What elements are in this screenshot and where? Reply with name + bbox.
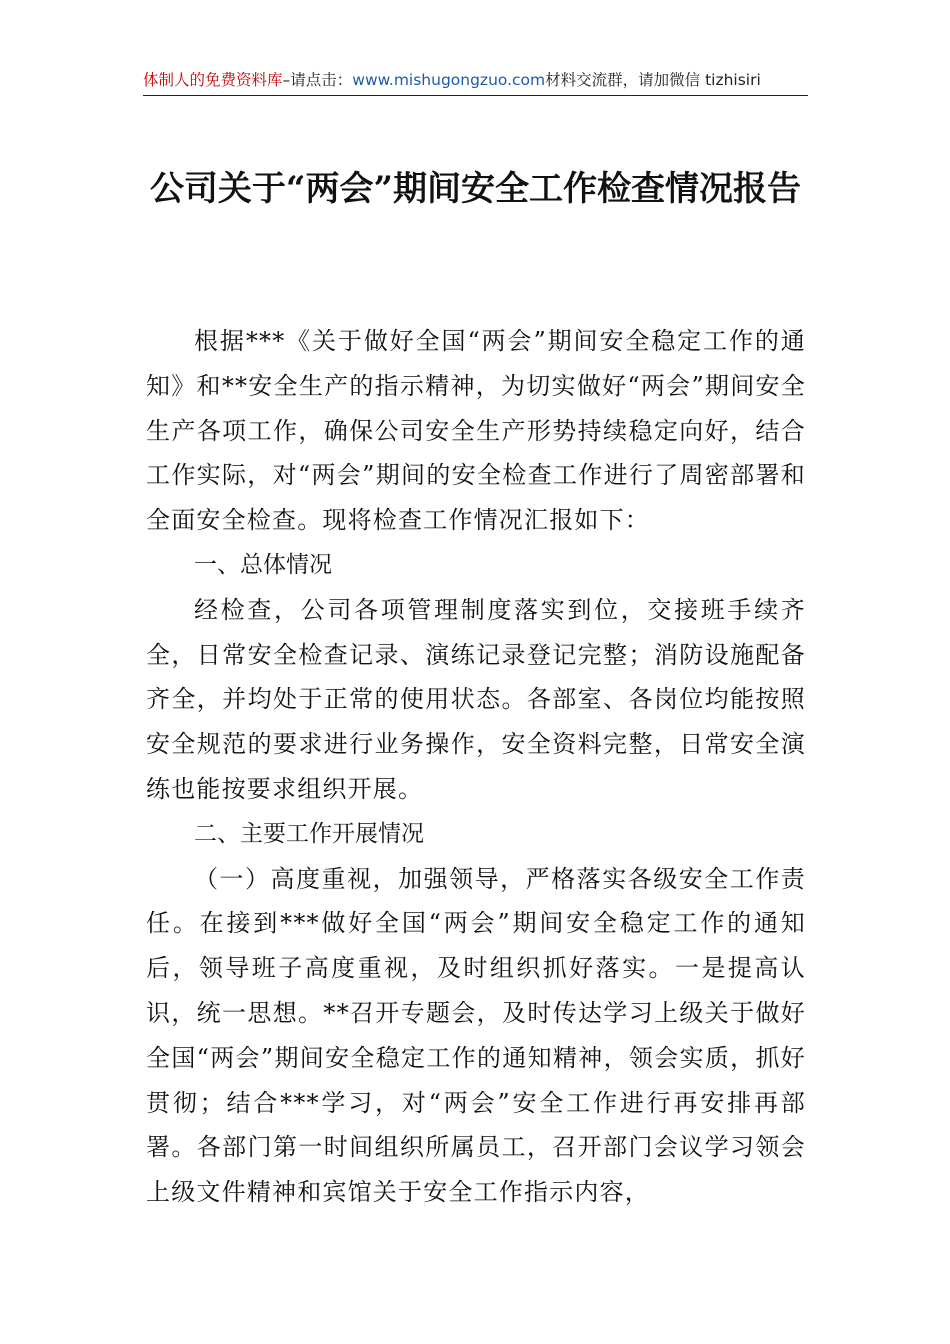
section-2-heading: 二、主要工作开展情况 [194, 820, 424, 847]
page-header [143, 66, 808, 94]
document-body [146, 319, 806, 1215]
header-divider [143, 95, 808, 96]
section-1-paragraph: 经检查，公司各项管理制度落实到位，交接班手续齐全，日常安全检查记录、演练记录登记完整；消防设施配备齐全，并均处于正常的使用状态。各部室、各岗位均能按照安全规范的要求进行业务操作，安全资料完整，日常安全演练也能按要求组织开展。 [146, 595, 806, 803]
header-contact: 材料交流群，请加微信 tizhisiri [545, 71, 761, 89]
header-site-name: 体制人的免费资料库 [143, 71, 283, 89]
document-title: 公司关于“两会”期间安全工作检查情况报告 [149, 169, 802, 209]
section-2-paragraph: （一）高度重视，加强领导，严格落实各级安全工作责任。在接到***做好全国“两会”期间安全稳定工作的通知后，领导班子高度重视，及时组织抓好落实。一是提高认识，统一思想。**召开专题会，及时传达学习上级关于做好全国“两会”期间安全稳定工作的通知精神，领会实质，抓好贯彻；结合***学习，对“两会”安全工作进行再安排再部署。各部门第一时间组织所属员工，召开部门会议学习领会上级文件精神和宾馆关于安全工作指示内容， [146, 864, 806, 1207]
section-1-heading: 一、总体情况 [194, 551, 332, 578]
header-url-link[interactable]: www.mishugongzuo.com [352, 71, 546, 89]
header-click-prompt: –请点击： [282, 71, 353, 89]
intro-paragraph: 根据***《关于做好全国“两会”期间安全稳定工作的通知》和**安全生产的指示精神，为切实做好“两会”期间安全生产各项工作，确保公司安全生产形势持续稳定向好，结合工作实际，对“两会”期间的安全检查工作进行了周密部署和全面安全检查。现将检查工作情况汇报如下： [146, 327, 806, 535]
